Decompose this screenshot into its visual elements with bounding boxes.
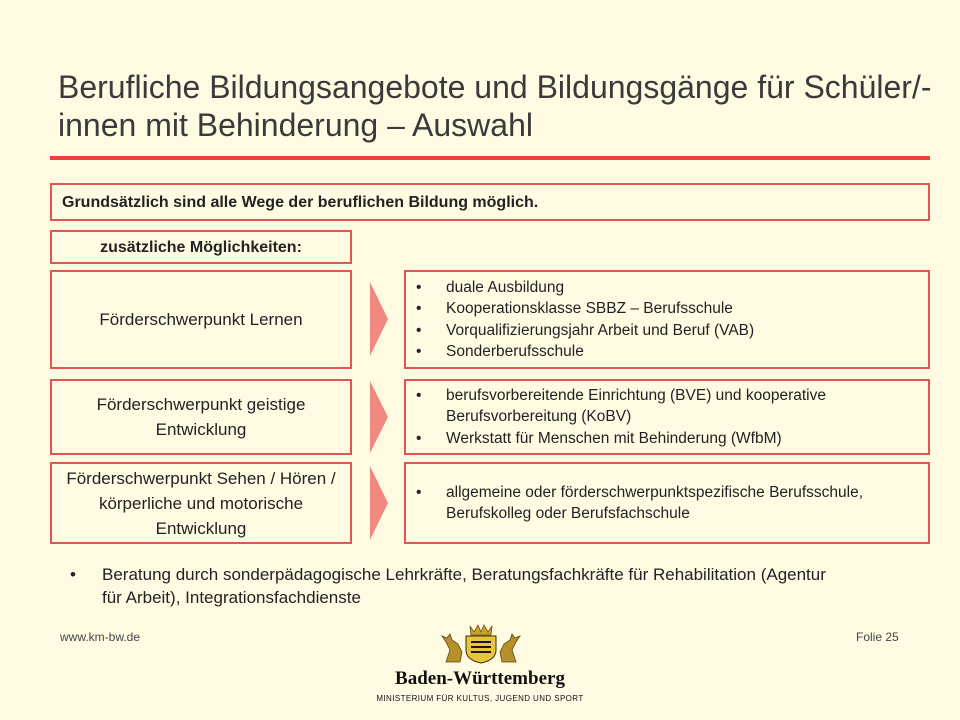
slide-number: Folie 25: [856, 630, 899, 644]
list-item: • Kooperationsklasse SBBZ – Berufsschule: [416, 298, 918, 320]
list-item: • duale Ausbildung: [416, 277, 918, 299]
focus-label: Förderschwerpunkt Lernen: [99, 310, 303, 329]
focus-label: Förderschwerpunkt geistige Entwicklung: [96, 395, 306, 439]
list-item: • berufsvorbereitende Einrichtung (BVE) und kooperative Berufsvorbereitung (KoBV): [416, 385, 918, 428]
focus-box-lernen: [50, 270, 352, 369]
focus-box-geistige-entwicklung: [50, 379, 352, 455]
chevron-right-icon: [370, 466, 388, 540]
options-box-sehen-hoeren-motorik: [404, 462, 930, 544]
chevron-right-icon: [370, 381, 388, 453]
counseling-text: Beratung durch sonderpädagogische Lehrkräfte, Beratungsfachkräfte für Rehabilitation (Agentur für Arbeit), Integrationsfachdienste: [102, 565, 826, 607]
focus-label: Förderschwerpunkt Sehen / Hören / körperliche und motorische Entwicklung: [66, 468, 336, 538]
bullet-icon: •: [70, 565, 76, 584]
list-item: • allgemeine oder förderschwerpunktspezifische Berufsschule, Berufskolleg oder Berufsfachschule: [416, 482, 918, 525]
list-item: • Werkstatt für Menschen mit Behinderung (WfbM): [416, 428, 918, 450]
chevron-right-icon: [370, 282, 388, 356]
options-list: [416, 385, 918, 450]
coat-of-arms-icon: [436, 622, 526, 664]
options-box-geistige-entwicklung: [404, 379, 930, 455]
slide-title: Berufliche Bildungsangebote und Bildungsgänge für Schüler/-innen mit Behinderung – Auswahl: [58, 69, 932, 143]
state-name: Baden-Württemberg: [395, 668, 565, 689]
focus-box-sehen-hoeren-motorik: [50, 462, 352, 544]
options-list: [416, 482, 918, 525]
footer-website: www.km-bw.de: [60, 630, 141, 644]
counseling-bullet: [70, 563, 850, 609]
extra-options-label: zusätzliche Möglichkeiten:: [50, 230, 352, 264]
list-item: • Vorqualifizierungsjahr Arbeit und Beruf (VAB): [416, 320, 918, 342]
list-item: • Sonderberufsschule: [416, 341, 918, 363]
intro-box: Grundsätzlich sind alle Wege der beruflichen Bildung möglich.: [50, 183, 930, 221]
options-list: [416, 277, 918, 363]
title-underline: [50, 156, 930, 160]
ministry-name: MINISTERIUM FÜR KULTUS, JUGEND UND SPORT: [376, 694, 584, 703]
options-box-lernen: [404, 270, 930, 369]
